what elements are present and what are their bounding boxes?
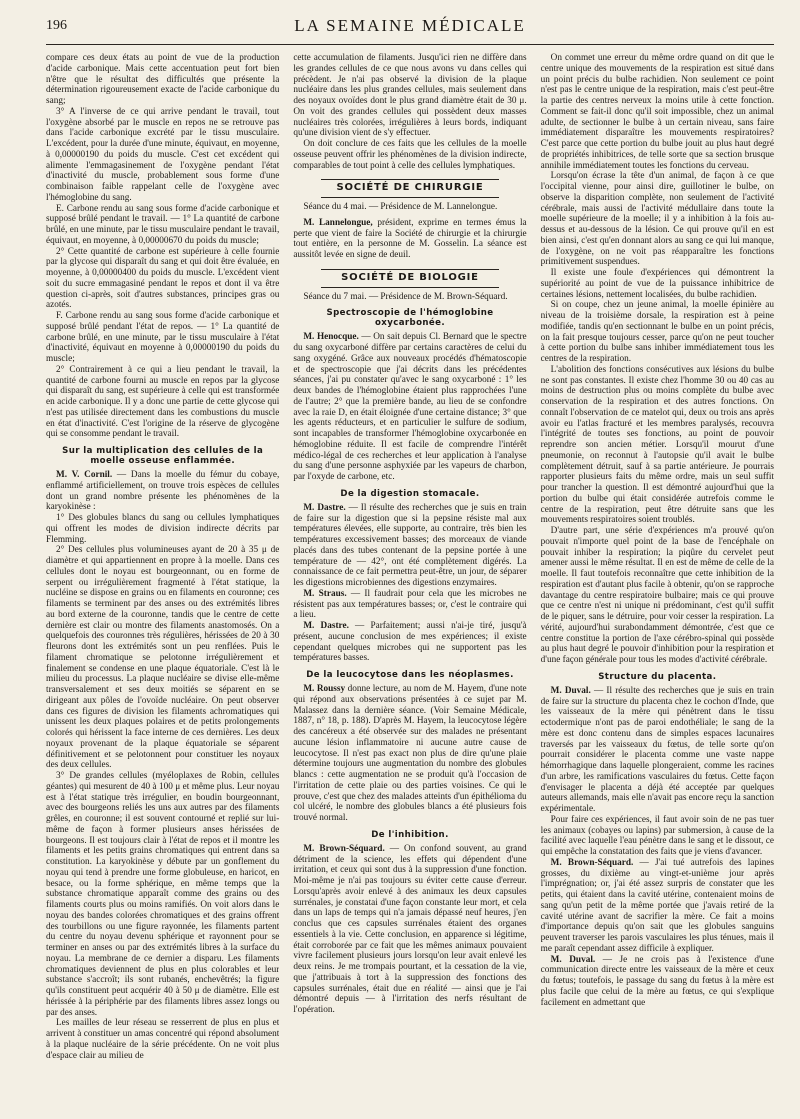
paragraph: M. Henocque. — On sait depuis Cl. Bernard que le spectre du sang oxycarboné diffère par certains caractères de celui du sang oxygéné. Grâce aux nouveaux procédés d'hématoscopie et de spectroscopie que j'ai décrits dans les précédentes séances, j'ai pu constater qu'avec le sang oxycarboné : 1° les deux bandes de l'hémoglobine étaient plus rapprochées l'une de l'autre; 2° que la première bande, au lieu de se confondre avec la raie D, en était éloignée d'une certaine distance; 3° que les agents réducteurs, et en particulier le sulfure de sodium, sont incapables de transformer l'hémoglobine oxycarbonée en hémoglobine réduite. Il est facile de comprendre l'intérêt médico-légal de ces recherches et leur application à l'analyse du sang d'une personne asphyxiée par les vapeurs de charbon, par l'oxyde de carbone, etc. <box>293 332 527 482</box>
page-number: 196 <box>46 18 67 33</box>
speaker-name: M. Roussy <box>303 684 346 694</box>
paragraph: 3° De grandes cellules (myéloplaxes de Robin, cellules géantes) qui mesurent de 40 à 100 μ et même plus. Leur noyau est à l'état statique très irrégulier, en boudin bourgeonnant, avec des bourgeons reliés les uns aux autres par des filaments grêles, en couronne; il est souvent contourné et replié sur lui-même de façon à former plusieurs anses hérissées de bourgeons. Il est toujours clair à l'état de repos et il montre les filaments et les petits grains chromatiques qui entrent dans sa constitution. La karyokinèse y débute par un gonflement du noyau qui tend à prendre une forme globuleuse, en haricot, en besace, ou la forme sphérique, en même temps que la substance chromatique apparaît comme des grains ou des filaments courts plus ou moins ramifiés. On voit alors dans le noyau des bandes colorées chromatiques et des grains offrent des tourbillons ou une figure rayonnée, les filaments partent du centre du noyau devenu sphérique et rayonnent pour se terminer en anses ou par des extrémités libres à la surface du noyau. La membrane de ce dernier a disparu. Les filaments chromatiques deviennent de plus en plus colorables et leur substance s'accroît; ils sont rubanés, enchevêtrés; la figure qu'ils constituent peut acquérir 40 à 50 μ de diamètre. Elle est hérissée à la périphérie par des filaments libres assez longs ou par des anses. <box>46 771 280 1018</box>
paragraph: Lorsqu'on écrase la tête d'un animal, de façon à ce que l'occipital vienne, pour ainsi dire, guillotiner le bulbe, on observe la disparition complète, non seulement de l'activité cérébrale, mais aussi de l'activité médullaire dans toute la moelle supérieure de la moelle; il y a inhibition à la fois au-dessus et au-dessous de la lésion. Ce qui prouve qu'il en est bien ainsi, c'est qu'en donnant alors au sang ce qui lui manque, de l'oxygène, on ne voit pas réapparaître les fonctions primitivement suspendues. <box>540 171 774 268</box>
running-head <box>46 10 774 45</box>
paragraph: M. Dastre. — Parfaitement; aussi n'ai-je tiré, jusqu'à présent, aucune conclusion de mes expériences; il existe cependant quelques microbes qui ne supportent pas les températures basses. <box>293 621 527 664</box>
society-heading: SOCIÉTÉ DE BIOLOGIE <box>321 269 498 288</box>
paragraph: M. Brown-Séquard. — J'ai tué autrefois des lapines grosses, du dixième au vingt-et-unième jour après l'imprégnation; or, j'ai été assez surpris de constater que les petits, qui étaient dans la cavité utérine, contenaient moins de sang qu'un petit de la même portée que j'avais retiré de la cavité utérine avant de sacrifier la mère. Ce fait a moins d'importance depuis qu'on sait que les globules sanguins peuvent traverser les parois vasculaires les plus ténues, mais il me paraît cependant assez difficile à expliquer. <box>540 857 774 954</box>
paragraph: M. Straus. — Il faudrait pour cela que les microbes ne résistent pas aux températures basses; or, c'est le contraire qui a lieu. <box>293 588 527 621</box>
paragraph: 2° Cette quantité de carbone est supérieure à celle fournie par la glycose qui disparaît du sang et qui doit être évaluée, en moyenne, à 0,00000400 du poids du muscle. L'excédent vient soit du sucre emmagasiné pendant le repos et dont il va être question ci-après, soit d'autres substances, principes gras ou azotés. <box>46 246 280 311</box>
paragraph: M. Roussy donne lecture, au nom de M. Hayem, d'une note qui répond aux observations présentées à ce sujet par M. Malassez dans la dernière séance. (Voir Semaine Médicale, 1887, n° 18, p. 188). D'après M. Hayem, la leucocytose légère des cancéreux a été observée sur des malades ne présentant aucune lésion inflammatoire ni aucune autre cause de leucocytose. Il n'est pas exact non plus de dire qu'une plaie détermine toujours une augmentation du nombre des globules blancs : cette augmentation ne se produit qu'à l'occasion de l'irritation de cette plaie ou des parties voisines. Ce qui le prouve, c'est que chez des malades atteints d'un épithélioma du col ulcéré, le nombre des globules blancs a été plusieurs fois trouvé normal. <box>293 684 527 823</box>
paragraph: 2° Contrairement à ce qui a lieu pendant le travail, la quantité de carbone fourni au muscle en repos par la glycose qui disparaît du sang, est supérieure à celle qui est transformée en acide carbonique. Il y a donc une partie de cette glycose qui n'est pas utilisée directement dans les combustions du muscle en état d'inactivité. C'est l'origine de la réserve de glycogène qui se consomme pendant le travail. <box>46 364 280 440</box>
paragraph: F. Carbone rendu au sang sous forme d'acide carbonique et supposé brûlé pendant l'état de repos. — 1° La quantité de carbone brûlé, en une minute, par le tissu musculaire à l'état d'inactivité, équivaut en moyenne à 0,00000190 du poids du muscle; <box>46 311 280 364</box>
speaker-name: M. V. Cornil. <box>56 470 113 480</box>
speaker-name: M. Dastre. <box>303 621 349 631</box>
column-middle <box>293 53 526 1117</box>
column-right <box>541 53 774 1117</box>
paragraph: cette accumulation de filaments. Jusqu'ici rien ne diffère dans les grandes cellules de ce que nous avons vu dans celles qui précèdent. Je n'ai pas observé la division de la plaque nucléaire dans les plus grandes cellules, mais seulement dans des noyaux ovoïdes dont le plus grand diamètre était de 30 μ. On voit des grandes cellules qui possèdent deux masses nucléaires très colorées, irrégulières à leurs bords, indiquant qu'une division vient de s'y effectuer. <box>293 53 527 139</box>
speaker-name: M. Duval. <box>550 954 596 965</box>
paragraph: M. Dastre. — Il résulte des recherches que je suis en train de faire sur la digestion que si la pepsine résiste mal aux températures élevées, elle supporte, au contraire, très bien les températures excessivement basses; des morceaux de viande placés dans des tubes contenant de la pepsine portée à une température de — 42°, ont été complètement digérés. La connaissance de ce fait permettra peut-être, un jour, de séparer les digestions microbiennes des digestions enzymaires. <box>293 502 527 588</box>
speaker-name: M. Straus. <box>303 588 347 599</box>
section-heading: Spectroscopie de l'hémoglobine oxycarbonée. <box>326 308 494 329</box>
paragraph: M. V. Cornil. — Dans la moelle du fémur du cobaye, enflammé artificiellement, on trouve trois espèces de cellules dont un grand nombre présente les phénomènes de la karyokinèse : <box>46 470 280 513</box>
paragraph: On commet une erreur du même ordre quand on dit que le centre unique des mouvements de la respiration est situé dans un point précis du bulbe rachidien. Non seulement ce point n'est pas le centre unique de la respiration, mais c'est peut-être la partie des centres nerveux la moins utile à cette fonction. Comment se fait-il donc qu'il soit impossible, chez un animal adulte, de sectionner le bulbe à un certain niveau, sans faire immédiatement disparaître les mouvements respiratoires? C'est parce que cette portion du bulbe jouit au plus haut degré de propriétés inhibitrices, de telle sorte que sa section brusque annihile immédiatement toutes les fonctions du cerveau. <box>540 53 774 171</box>
paragraph: 2° Des cellules plus volumineuses ayant de 20 à 35 μ de diamètre et qui appartiennent en propre à la moelle. Dans ces cellules dont le noyau est bourgeonnant, ou en forme de serpent ou irrégulièrement fragmenté à l'état statique, la nucléine se dispose en grains ou en filaments en couronne; ces filaments se terminent par des anses ou des extrémités libres au bord externe de la couronne, tandis que le centre de cette dernière est clair ou montre des filaments anastomosés. On a quelquefois des couronnes très régulières, hérissées de 20 à 30 fleurons dont les extrémités sont un peu renflées. Puis le filament chromatique se pelotonne irrégulièrement et finalement se condense en une plaque équatoriale. C'est là le milieu du processus. La plaque nucléaire se divise elle-même transversalement et ses deux moitiés se séparent en se dirigeant aux pôles de l'ovoïde nucléaire. On peut observer dans ces figures de division les filaments achromatiques qui unissent les deux plaques polaires et de petits prolongements colorés qui hérissent la face interne de ces dernières. Les deux noyaux provenant de la plaque équatoriale se séparent définitivement et se pelotonnent pour constituer les noyaux des deux cellules. <box>46 545 280 771</box>
paragraph: Si on coupe, chez un jeune animal, la moelle épinière au niveau de la troisième dorsale, la respiration est à peine modifiée, tandis qu'en sectionnant le bulbe en un point précis, on la fait presque toujours cesser, parce qu'on ne peut toucher à cette portion du bulbe sans inhiber immédiatement tous les centres de la respiration. <box>540 300 774 364</box>
speaker-name: M. Brown-Séquard. <box>550 857 634 868</box>
section-heading: De l'inhibition. <box>371 829 449 840</box>
speaker-name: M. Dastre. <box>303 502 346 513</box>
section-heading: Structure du placenta. <box>598 671 717 682</box>
column-left <box>46 53 279 1117</box>
speaker-name: M. Henocque. <box>303 332 359 343</box>
section-heading: De la digestion stomacale. <box>340 488 480 499</box>
paragraph: L'abolition des fonctions consécutives aux lésions du bulbe ne sont pas constantes. Il existe chez l'homme 30 ou 40 cas au moins de destruction plus ou moins complète du bulbe avec conservation de la respiration et des autres fonctions. On connaît l'observation de ce matelot qui, deux ou trois ans après avoir eu l'atlas fracturé et les membres paralysés, recouvra l'intégrité de toutes ses fonctions, au point de pouvoir reprendre son ancien métier. Lorsqu'il mourut d'une pneumonie, on reconnut à l'autopsie qu'il avait le bulbe complètement détruit, sauf à sa partie antérieure. Je pourrais rapporter plusieurs faits du même ordre, mais un seul suffit pour trancher la question. Il est démontré aujourd'hui que la portion du bulbe qui était considérée autrefois comme le centre de la respiration, peut être détruite sans que les mouvements respiratoires soient troublés. <box>540 364 774 526</box>
session-line: Séance du 7 mai. — Présidence de M. Brown-Séquard. <box>303 291 508 302</box>
paragraph: On doit conclure de ces faits que les cellules de la moelle osseuse peuvent offrir les phénomènes de la division indirecte, comparables de tout point à celle des cellules lymphatiques. <box>293 139 527 171</box>
paragraph: 3° A l'inverse de ce qui arrive pendant le travail, tout l'oxygène absorbé par le muscle en repos ne se retrouve pas dans l'acide carbonique excrété par le tissu musculaire. L'excédent, pour la durée d'une minute, équivaut, en moyenne, à 0,00000190 du poids du muscle. C'est cet excédent qui alimente l'emmagasinement de l'oxygène pendant l'état d'inactivité du muscle, probablement sous forme d'une combinaison faible rappelant celle de l'oxygène avec l'hémoglobine du sang. <box>46 106 280 203</box>
speaker-name: M. Brown-Séquard. <box>303 843 385 854</box>
paragraph: 1° Des globules blancs du sang ou cellules lymphatiques qui offrent les modes de division indirecte décrits par Flemming. <box>46 513 280 545</box>
paragraph: E. Carbone rendu au sang sous forme d'acide carbonique et supposé brûlé pendant le travail. — 1° La quantité de carbone brûlé, en une minute, par le tissu musculaire pendant le travail, équivaut, en moyenne, à 0,00000670 du poids du muscle; <box>46 203 280 246</box>
section-heading: De la leucocytose dans les néoplasmes. <box>306 670 514 680</box>
speaker-name: M. Lannelongue, <box>303 217 373 228</box>
session-line: Séance du 4 mai. — Présidence de M. Lannelongue. <box>303 202 498 212</box>
society-heading: SOCIÉTÉ DE CHIRURGIE <box>321 179 498 198</box>
text-columns <box>46 53 774 1117</box>
paragraph: M. Duval. — Je ne crois pas à l'existence d'une communication directe entre les vaisseaux de la mère et ceux du fœtus; toutefois, le passage du sang du fœtus à la mère est plus facile que celui de la mère au fœtus, ce qui s'explique facilement en admettant que <box>540 954 774 1008</box>
paragraph: Pour faire ces expériences, il faut avoir soin de ne pas tuer les animaux (cobayes ou lapins) par submersion, à cause de la facilité avec laquelle l'eau pénètre dans le sang et le dissout, ce qui empêche la constatation des faits que je viens d'avancer. <box>540 814 774 857</box>
paragraph: Il existe une foule d'expériences qui démontrent la supériorité au point de vue de la puissance inhibitrice de certaines lésions, nettement localisées, du bulbe rachidien. <box>540 268 774 300</box>
paragraph: M. Duval. — Il résulte des recherches que je suis en train de faire sur la structure du placenta chez le cochon d'Inde, que les vaisseaux de la mère qui pénètrent dans le tissu ectodermique n'ont pas de paroi endothéliale; le sang de la mère est donc contenu dans de simples espaces lacunaires traversés par les vaisseaux du fœtus, de telle sorte qu'on pourrait considérer le placenta comme une vaste nappe hémorrhagique dans laquelle plongeraient, comme les racines d'un arbre, les ramifications vasculaires du fœtus. Cette façon d'envisager le placenta a déjà été acceptée par quelques auteurs allemands, mais elle n'avait pas encore reçu la sanction expérimentale. <box>540 685 774 814</box>
section-heading: Sur la multiplication des cellules de la moelle osseuse enflammée. <box>62 446 264 466</box>
paragraph: compare ces deux états au point de vue de la production d'acide carbonique. Mais cette accentuation peut fort bien n'être que le résultat des difficultés que présente la détermination rigoureusement exacte de l'acide carbonique du sang; <box>46 53 280 106</box>
paragraph: M. Brown-Séquard. — On confond souvent, au grand détriment de la science, les effets qui dépendent d'une irritation, et ceux qui sont dus à la suppression d'une fonction. Moi-même je n'ai pas toujours su éviter cette cause d'erreur. Lorsqu'après avoir enlevé à des animaux les deux capsules surrénales, je constatai d'une façon constante leur mort, et cela dans un laps de temps qui n'a jamais dépassé neuf heures, j'en conclus que ces capsules surrénales étaient des organes essentiels à la vie. Cette conclusion, en apparence si légitime, était corroborée par ce fait que les mêmes animaux pouvaient vivre facilement plusieurs jours lorsqu'on leur avait enlevé les deux reins. Je me trompais pourtant, et la cessation de la vie, que j'attribuais à tort à la suppression des fonctions des capsules surrénales, était due en réalité — ainsi que je l'ai démontré depuis — à l'irritation des nerfs résultant de l'opération. <box>293 843 527 1015</box>
paragraph: Les mailles de leur réseau se resserrent de plus en plus et arrivent à constituer un amas concentré qui répond absolument à la plaque nucléaire de la série précédente. On ne voit plus d'espace clair au milieu de <box>46 1018 280 1061</box>
paragraph: D'autre part, une série d'expériences m'a prouvé qu'on pouvait n'importe quel point de la base de l'encéphale on pouvait inhiber la respiration; la piqûre du cervelet peut amener aussi le même résultat. Il en est de même de celle de la moelle. Il faut toutefois reconnaître que cette inhibition de la respiration est d'autant plus facile à obtenir, qu'on se rapproche davantage du centre respiratoire bulbaire; mais ce qui prouve que ce centre n'est ni unique ni prédominant, c'est qu'il suffit de le piquer, sans le détruire, pour voir cesser la respiration. La vérité, aujourd'hui surabondamment démontrée, c'est que ce centre constitue la portion de l'axe cérébro-spinal qui possède au plus haut degré le pouvoir d'inhibition pour la respiration et d'une façon générale pour tous les modes d'activité cérébrale. <box>540 526 774 665</box>
paragraph: M. Lannelongue, président, exprime en termes émus la perte que vient de faire la Société de chirurgie et la chirurgie tout entière, en la personne de M. Gosselin. La séance est aussitôt levée en signe de deuil. <box>293 217 527 260</box>
speaker-name: M. Duval. <box>550 685 591 696</box>
journal-title: LA SEMAINE MÉDICALE <box>294 16 526 35</box>
